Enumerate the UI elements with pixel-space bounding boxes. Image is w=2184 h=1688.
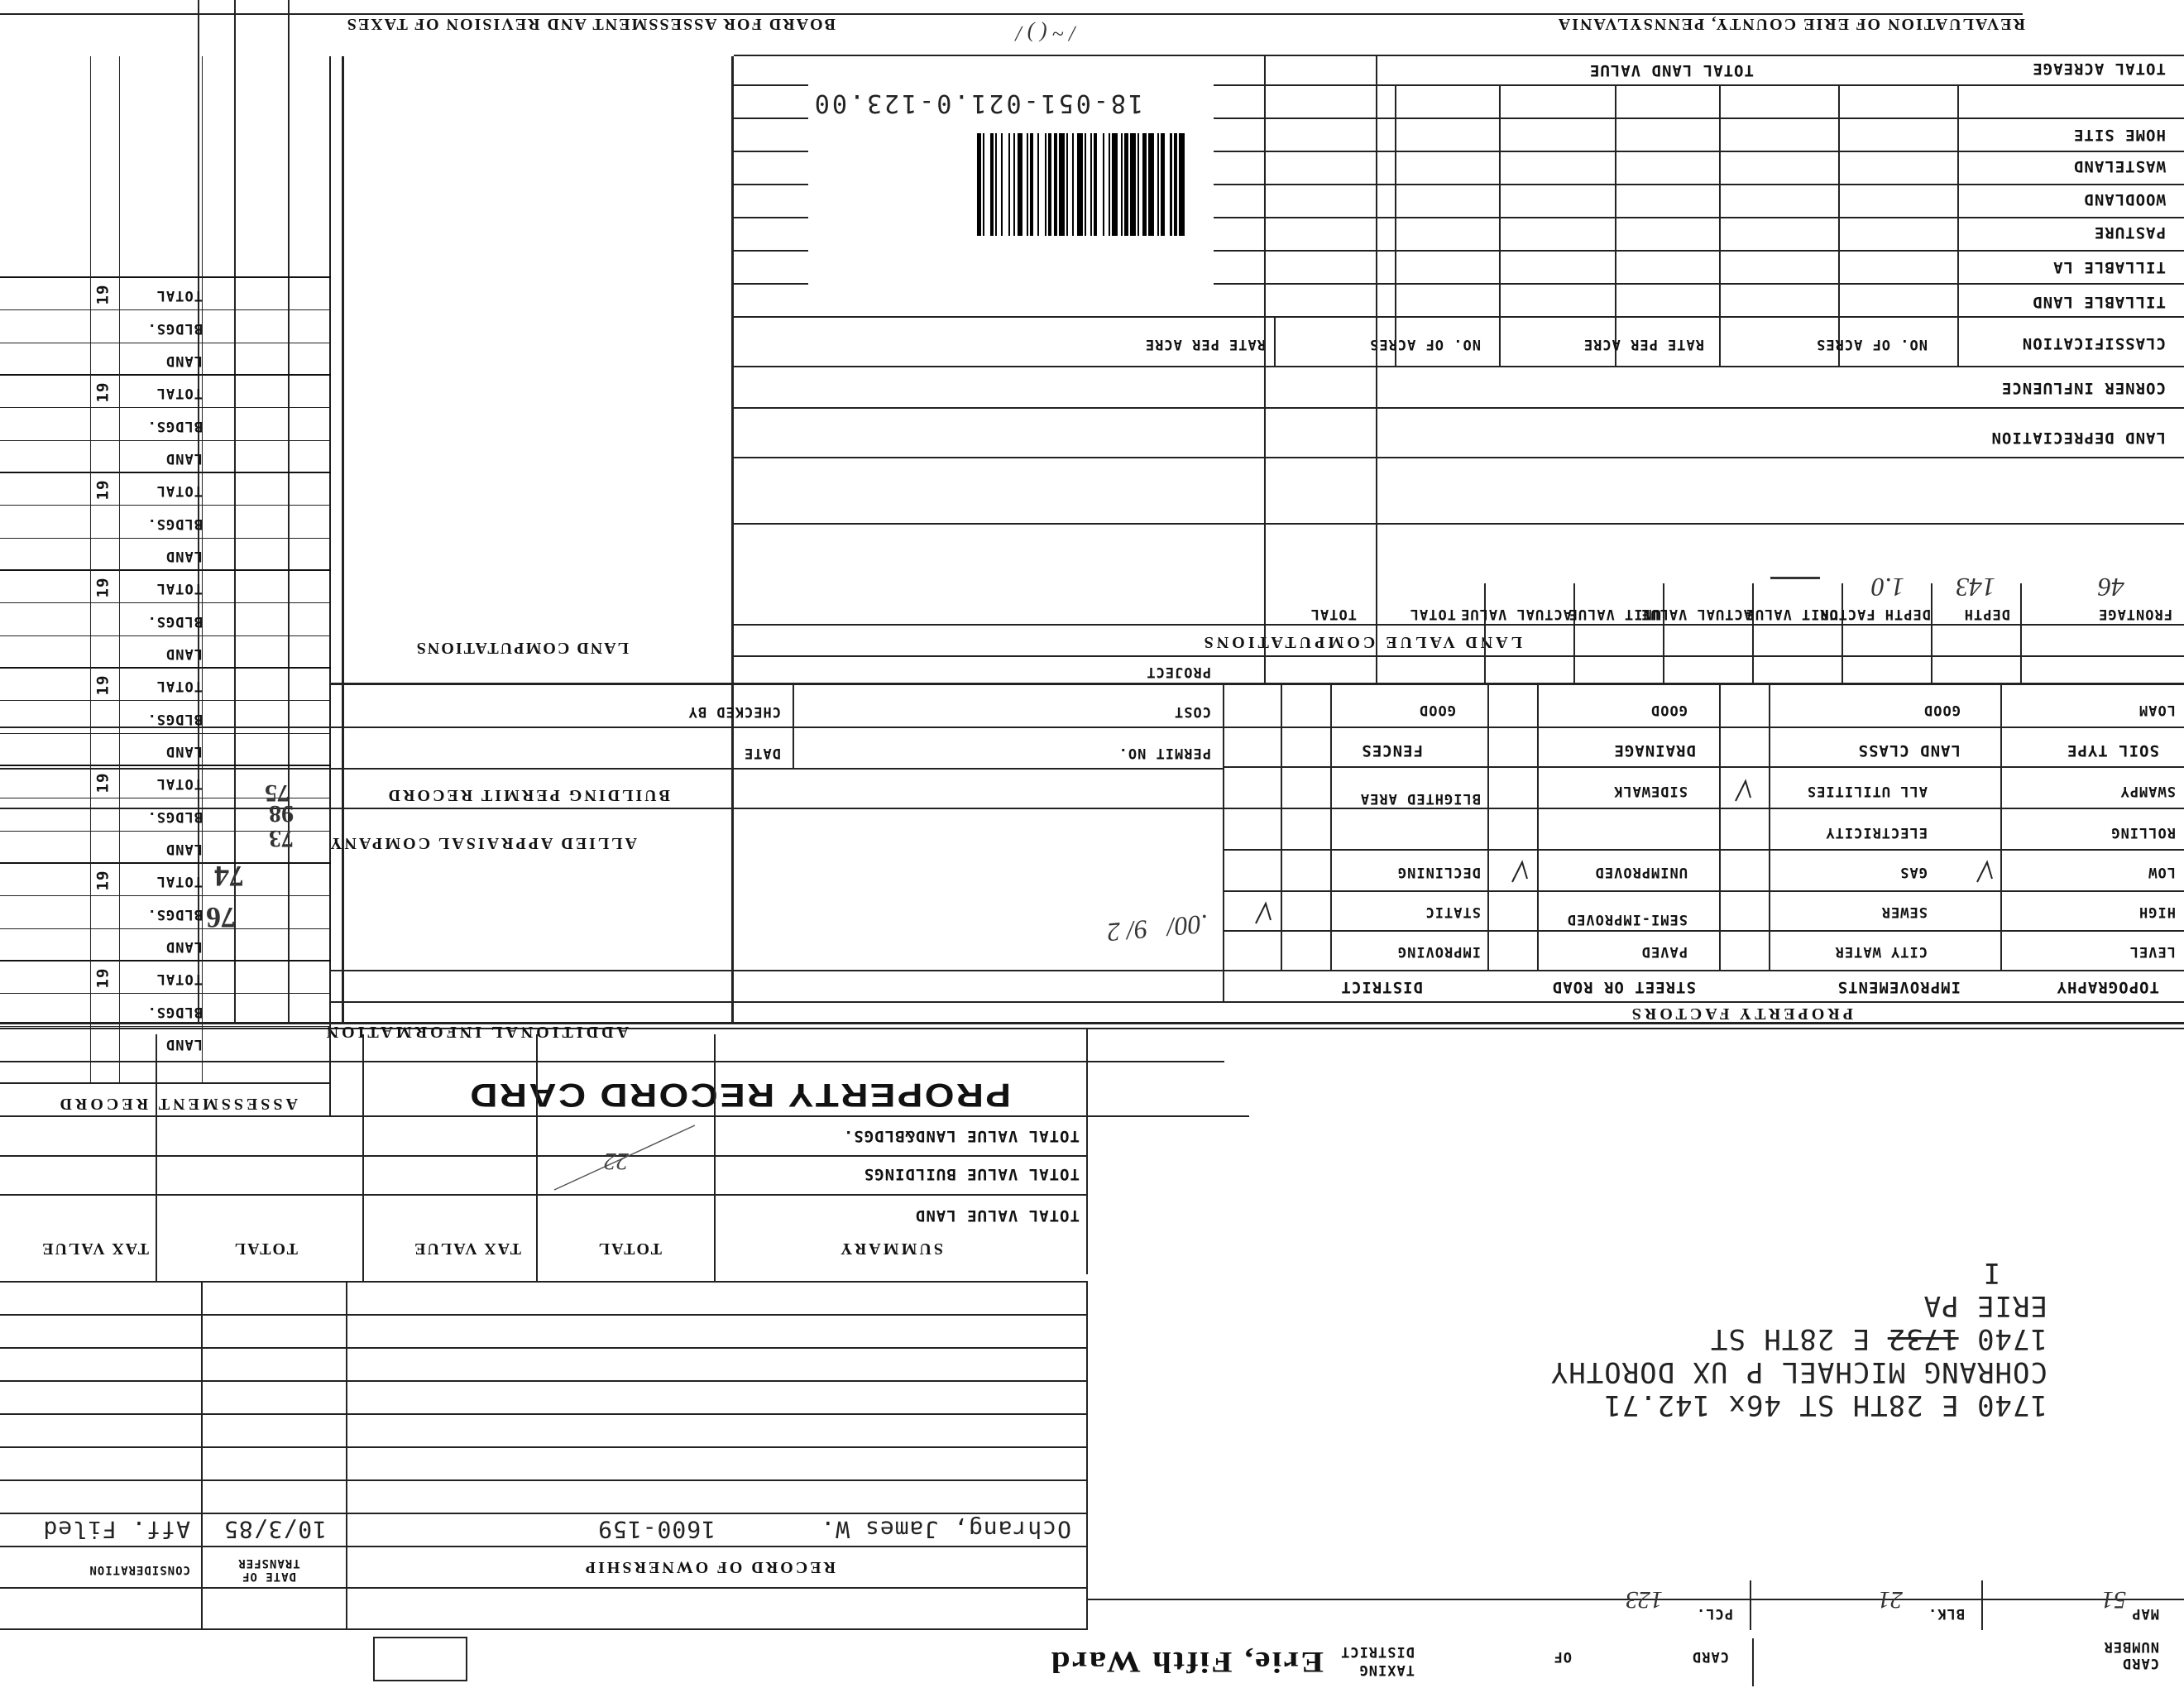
summary-tax-value-1: TAX VALUE	[413, 1240, 521, 1258]
computations-heading: LAND VALUE COMPUTATIONS	[1200, 633, 1522, 651]
building-permit-heading: BUILDING PERMIT RECORD	[386, 786, 670, 804]
fences-good: GOOD	[1419, 702, 1456, 718]
assessment-label: BLDGS.	[146, 515, 203, 532]
of-label: OF	[1553, 1648, 1572, 1665]
barcode-bar	[1013, 133, 1015, 236]
row-label-tillable-land: TILLABLE LAND	[2032, 293, 2166, 311]
assessment-row-line	[0, 505, 331, 506]
barcode-bar	[1085, 133, 1086, 236]
map-value: 51	[2101, 1586, 2126, 1614]
blk-label: BLK.	[1928, 1605, 1965, 1622]
barcode-bar	[1142, 133, 1146, 236]
district-improving: IMPROVING	[1396, 943, 1481, 960]
barcode-bar	[1027, 133, 1028, 236]
topo-high: HIGH	[2138, 904, 2176, 920]
address-line5: I	[1982, 1256, 2000, 1289]
assessment-stamp-98: 98	[269, 800, 294, 827]
barcode-bar	[1138, 133, 1139, 236]
barcode-bar	[1037, 133, 1039, 236]
assessment-year-prefix: 19	[93, 870, 113, 891]
street-paved: PAVED	[1640, 943, 1688, 960]
assessment-block-line	[0, 667, 331, 669]
assessment-block-line	[0, 765, 331, 766]
ownership-consideration-header: CONSIDERATION	[89, 1563, 190, 1576]
street-sidewalk: SIDEWALK	[1613, 783, 1688, 799]
assessment-row-line	[0, 309, 331, 310]
header-rate-per-acre-2: RATE PER ACRE	[1144, 336, 1266, 352]
owner-deed: 1600-159	[597, 1516, 716, 1543]
assessment-stamp-73: 73	[269, 825, 294, 852]
barcode-bar	[1030, 133, 1033, 236]
col-actual-value-2: ACTUAL VALUE	[1460, 606, 1572, 622]
barcode-bar	[1179, 133, 1185, 236]
footer-box	[373, 1637, 467, 1681]
district-static: STATIC	[1425, 904, 1481, 920]
property-factors-heading: PROPERTY FACTORS	[1628, 1005, 1853, 1023]
assessment-row-line	[0, 700, 331, 701]
land-computations-heading: LAND COMPUTATIONS	[414, 639, 629, 657]
assessment-label: TOTAL	[156, 385, 203, 402]
summary-total-value-buildings: TOTAL VALUE BUILDINGS	[863, 1165, 1080, 1183]
depth-factor-value: 1.0	[1871, 573, 1904, 602]
assessment-label: TOTAL	[156, 873, 203, 890]
assessment-stamp-75: 75	[265, 779, 290, 807]
address-line3	[1710, 1322, 2048, 1355]
taxing-district-value: Erie, Fifth Ward	[1049, 1646, 1324, 1679]
assessment-label: BLDGS.	[146, 710, 203, 727]
total-land-value-label: TOTAL LAND VALUE	[1588, 61, 1754, 79]
assessment-label: TOTAL	[156, 678, 203, 695]
check-mark-icon	[1974, 859, 1995, 884]
row-label-land-depreciation: LAND DEPRECIATION	[1990, 429, 2166, 447]
barcode-bar	[1103, 133, 1104, 236]
row-label-total-acreage: TOTAL ACREAGE	[2032, 60, 2166, 78]
imp-gas: GAS	[1899, 864, 1928, 880]
barcode-bar	[1148, 133, 1154, 236]
district-declining: DECLINING	[1396, 864, 1481, 880]
barcode-bar	[983, 133, 984, 236]
assessment-year-prefix: 19	[93, 967, 113, 989]
assessment-row-line	[0, 635, 331, 636]
assessment-block-line	[0, 374, 331, 376]
imp-sewer: SEWER	[1880, 904, 1928, 920]
assessment-heading: ASSESSMENT RECORD	[56, 1095, 298, 1113]
barcode-bar	[1121, 133, 1123, 236]
barcode-number: 18-051-021.0-123.00	[812, 89, 1143, 117]
col-total-2: TOTAL	[1310, 606, 1357, 622]
assessment-year-prefix: 19	[93, 284, 113, 305]
owner-consideration: Aff. Filed	[42, 1516, 190, 1543]
unit-value-dash	[1770, 577, 1820, 579]
assessment-row-line	[0, 895, 331, 896]
barcode-bar	[1001, 133, 1003, 236]
map-label: MAP	[2131, 1605, 2159, 1622]
header-no-of-acres-2: NO. OF ACRES	[1369, 336, 1481, 352]
row-label-woodland: WOODLAND	[2083, 190, 2166, 209]
barcode-bar	[1161, 133, 1164, 236]
assessment-label: LAND	[165, 743, 203, 760]
street-unimproved: UNIMPROVED	[1594, 864, 1688, 880]
title-board: BOARD FOR ASSESSMENT AND REVISION OF TAXES	[345, 15, 836, 33]
summary-crossout-icon	[546, 1117, 703, 1195]
pcl-value: 123	[1626, 1586, 1663, 1614]
assessment-grid	[0, 56, 331, 1084]
barcode-bar	[1174, 133, 1177, 236]
topo-level: LEVEL	[2129, 943, 2176, 960]
barcode-bar	[1072, 133, 1074, 236]
summary-total-value-land-bldgs: TOTAL VALUE LAND&BLDGS.	[842, 1127, 1080, 1145]
header-rate-per-acre-1: RATE PER ACRE	[1583, 336, 1704, 352]
check-mark-icon	[1509, 859, 1530, 884]
check-mark-icon	[1252, 900, 1274, 925]
col-frontage: FRONTAGE	[2098, 606, 2172, 622]
assessment-label: LAND	[165, 938, 203, 955]
barcode-bar	[1077, 133, 1083, 236]
assessment-label: TOTAL	[156, 580, 203, 597]
permit-checked-by-label: CHECKED BY	[687, 703, 781, 720]
assessment-label: TOTAL	[156, 971, 203, 988]
assessment-row-line	[0, 602, 331, 603]
summary-heading: SUMMARY	[838, 1240, 943, 1258]
assessment-col-line	[119, 56, 120, 1084]
col-actual-value-1: ACTUAL VALUE	[1640, 606, 1752, 622]
barcode-panel	[808, 80, 1214, 304]
barcode-bar	[1090, 133, 1092, 236]
barcode-bar	[1054, 133, 1057, 236]
barcode-bar	[1124, 133, 1128, 236]
assessment-label: LAND	[165, 450, 203, 467]
taxing-label: TAXING	[1358, 1662, 1415, 1678]
col-total-1: TOTAL	[1409, 606, 1456, 622]
assessment-label: TOTAL	[156, 482, 203, 500]
street-semi-improved: SEMI-IMPROVED	[1566, 911, 1688, 928]
assessment-col-line	[90, 56, 91, 1084]
card-title: PROPERTY RECORD CARD	[467, 1077, 1011, 1113]
address-struck-number: 1732	[1887, 1322, 1959, 1355]
frontage-value: 46	[2098, 573, 2124, 602]
assessment-label: BLDGS.	[146, 417, 203, 434]
card-number-label: CARD NUMBER	[2103, 1638, 2159, 1671]
card-label: CARD	[1692, 1648, 1729, 1665]
col-depth-factor: DEPTH FACTOR	[1819, 606, 1931, 622]
assessment-label: BLDGS.	[146, 905, 203, 923]
barcode-bar	[1008, 133, 1010, 236]
imp-all-utilities: ALL UTILITIES	[1806, 783, 1928, 799]
assessment-label: LAND	[165, 548, 203, 564]
barcode-bar	[1170, 133, 1171, 236]
barcode-bar	[1109, 133, 1110, 236]
assessment-label: TOTAL	[156, 775, 203, 793]
barcode-bar	[1045, 133, 1046, 236]
col-unit-value-1: UNIT VALUE	[1745, 606, 1838, 622]
assessment-label: LAND	[165, 352, 203, 369]
assessment-block-line	[0, 276, 331, 278]
imp-electricity: ELECTRICITY	[1825, 824, 1928, 841]
additional-info-heading: ADDITIONAL INFORMATION	[323, 1023, 629, 1041]
district-header: DISTRICT	[1340, 978, 1423, 996]
landclass-good: GOOD	[1923, 702, 1961, 718]
permit-cost-label: COST	[1174, 703, 1211, 720]
row-label-tillable-la: TILLABLE LA	[2052, 258, 2166, 276]
assessment-label: LAND	[165, 1036, 203, 1053]
depth-value: 143	[1956, 573, 1995, 602]
ownership-heading: RECORD OF OWNERSHIP	[582, 1558, 836, 1576]
summary-total-1: TOTAL	[596, 1240, 662, 1258]
assessment-label: BLDGS.	[146, 808, 203, 825]
drainage-good: GOOD	[1650, 702, 1688, 718]
assessment-row-line	[0, 733, 331, 734]
street-header: STREET OR ROAD	[1551, 978, 1696, 996]
assessment-stamp-74: 74	[214, 860, 244, 893]
assessment-label: LAND	[165, 645, 203, 662]
barcode-bar	[1094, 133, 1097, 236]
imp-city-water: CITY WATER	[1834, 943, 1928, 960]
topo-rolling: ROLLING	[2110, 824, 2176, 841]
barcode	[845, 133, 1185, 236]
improvements-header: IMPROVEMENTS	[1837, 978, 1961, 996]
assessment-year-prefix: 19	[93, 674, 113, 696]
barcode-bar	[995, 133, 997, 236]
row-label-wasteland: WASTELAND	[2073, 157, 2166, 175]
assessment-label: TOTAL	[156, 287, 203, 305]
barcode-bar	[990, 133, 994, 236]
assessment-stamp-76: 76	[206, 901, 236, 934]
row-label-pasture: PASTURE	[2093, 223, 2166, 242]
svg-text:22: 22	[604, 1148, 629, 1175]
assessment-label: BLDGS.	[146, 612, 203, 630]
district-label: DISTRICT	[1340, 1643, 1415, 1660]
address-house-number: 1740	[1976, 1322, 2048, 1355]
handwritten-note: .00/ 9/ 2	[1105, 909, 1209, 948]
topo-swampy: SWAMPY	[2119, 783, 2176, 799]
barcode-bar	[1018, 133, 1023, 236]
check-mark-icon	[1732, 778, 1754, 803]
assessment-year-prefix: 19	[93, 772, 113, 794]
topo-low: LOW	[2148, 864, 2176, 880]
permit-no-label: PERMIT NO.	[1118, 745, 1211, 761]
barcode-bar	[1112, 133, 1118, 236]
assessment-row-line	[0, 538, 331, 539]
summary-total-value-land: TOTAL VALUE LAND	[914, 1206, 1080, 1225]
drainage-header: DRAINAGE	[1613, 741, 1696, 760]
header-scribble: / ~ ( ) /	[1016, 22, 1075, 46]
topography-header: TOPOGRAPHY	[2056, 978, 2159, 996]
land-class-header: LAND CLASS	[1857, 741, 1961, 760]
assessment-row-line	[0, 1026, 331, 1027]
barcode-bar	[1157, 133, 1159, 236]
address-line1: 1740 E 28TH ST 46x 142.71	[1603, 1388, 2048, 1422]
header-no-of-acres-1: NO. OF ACRES	[1816, 336, 1928, 352]
assessment-year-prefix: 19	[93, 381, 113, 403]
owner-name: Ochrang, James W.	[820, 1516, 1071, 1543]
assessment-block-line	[0, 472, 331, 473]
ownership-date-header: DATE OF TRANSFER	[237, 1556, 300, 1583]
pcl-label: PCL.	[1696, 1605, 1733, 1622]
row-label-corner-influence: CORNER INFLUENCE	[2000, 379, 2166, 397]
assessment-label: BLDGS.	[146, 319, 203, 337]
assessment-label: LAND	[165, 841, 203, 857]
col-unit-value-2: UNIT VALUE	[1568, 606, 1661, 622]
assessment-row-line	[0, 440, 331, 441]
soil-loam: LOAM	[2138, 702, 2176, 718]
allied-appraisal: ALLIED APPRAISAL COMPANY	[328, 834, 637, 852]
assessment-year-prefix: 19	[93, 479, 113, 501]
permit-project-label: PROJECT	[1146, 664, 1211, 680]
assessment-block-line	[0, 960, 331, 961]
col-depth: DEPTH	[1963, 606, 2010, 622]
address-line4: ERIE PA	[1923, 1289, 2048, 1322]
row-label-classification: CLASSIFICATION	[2021, 334, 2166, 352]
fences-header: FENCES	[1361, 741, 1423, 760]
assessment-row-line	[0, 993, 331, 994]
address-line2: COHRANG MICHAEL P UX DOROTHY	[1549, 1355, 2048, 1388]
summary-total-2: TOTAL	[232, 1240, 298, 1258]
barcode-bar	[1130, 133, 1136, 236]
owner-date: 10/3/85	[223, 1516, 327, 1543]
barcode-bar	[1059, 133, 1065, 236]
barcode-bar	[1048, 133, 1051, 236]
address-street: E 28TH ST	[1710, 1322, 1870, 1355]
assessment-row-line	[0, 928, 331, 929]
permit-date-label: DATE	[744, 745, 781, 761]
row-label-home-site: HOME SITE	[2073, 126, 2166, 144]
assessment-block-line	[0, 862, 331, 864]
blk-value: 21	[1878, 1586, 1903, 1614]
soil-type-header: SOIL TYPE	[2067, 741, 2159, 760]
assessment-label: BLDGS.	[146, 1003, 203, 1020]
barcode-bar	[1066, 133, 1068, 236]
title-revaluation: REVALUATION OF ERIE COUNTY, PENNSYLVANIA	[1556, 15, 2025, 33]
summary-tax-value-2: TAX VALUE	[41, 1240, 149, 1258]
district-blighted-area: BLIGHTED AREA	[1359, 790, 1481, 807]
barcode-bar	[977, 133, 980, 236]
assessment-year-prefix: 19	[93, 577, 113, 598]
assessment-col-line	[202, 56, 203, 1084]
assessment-block-line	[0, 569, 331, 571]
assessment-row-line	[0, 407, 331, 408]
